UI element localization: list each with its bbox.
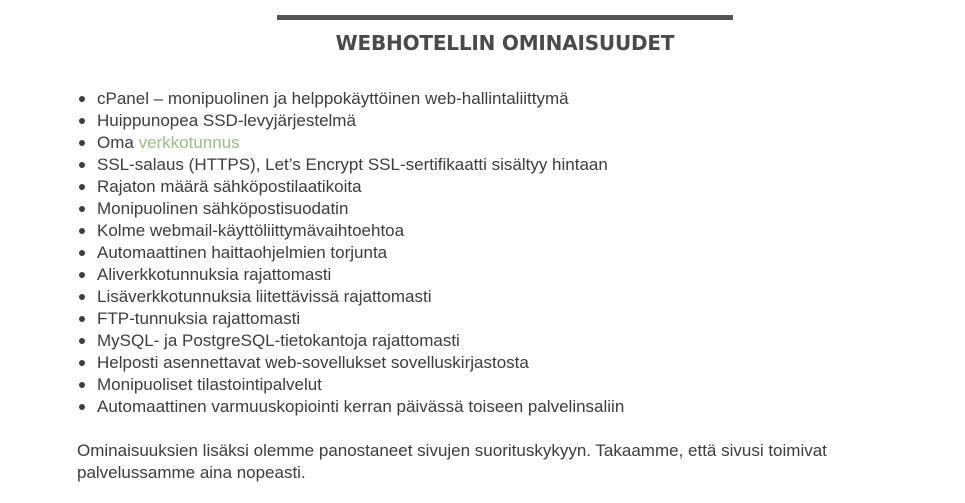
feature-item bbox=[77, 396, 624, 418]
feature-item bbox=[77, 132, 624, 154]
feature-text: FTP-tunnuksia rajattomasti bbox=[97, 309, 301, 328]
feature-item bbox=[77, 220, 624, 242]
feature-item bbox=[77, 88, 624, 110]
feature-item bbox=[77, 242, 624, 264]
feature-text: Monipuolinen sähköpostisuodatin bbox=[97, 199, 349, 218]
feature-list bbox=[77, 88, 624, 418]
bullet-icon bbox=[79, 250, 85, 256]
feature-text: Rajaton määrä sähköpostilaatikoita bbox=[97, 177, 362, 196]
feature-text: cPanel – monipuolinen ja helppokäyttöinen web-hallintaliittymä bbox=[97, 89, 569, 108]
bullet-icon bbox=[79, 118, 85, 124]
feature-text: Oma bbox=[97, 133, 139, 152]
feature-item bbox=[77, 198, 624, 220]
bullet-icon bbox=[79, 382, 85, 388]
feature-item bbox=[77, 374, 624, 396]
bullet-icon bbox=[79, 294, 85, 300]
domain-link[interactable]: verkkotunnus bbox=[138, 133, 240, 152]
feature-text: Aliverkkotunnuksia rajattomasti bbox=[97, 265, 332, 284]
feature-item bbox=[77, 352, 624, 374]
section-title: WEBHOTELLIN OMINAISUUDET bbox=[335, 31, 675, 55]
title-divider bbox=[277, 15, 733, 20]
feature-item bbox=[77, 286, 624, 308]
feature-item bbox=[77, 308, 624, 330]
feature-item bbox=[77, 330, 624, 352]
bullet-icon bbox=[79, 184, 85, 190]
feature-item bbox=[77, 264, 624, 286]
bullet-icon bbox=[79, 338, 85, 344]
feature-text: Automaattinen haittaohjelmien torjunta bbox=[97, 243, 388, 262]
feature-text: MySQL- ja PostgreSQL-tietokantoja rajattomasti bbox=[97, 331, 460, 350]
bullet-icon bbox=[79, 206, 85, 212]
feature-text: SSL-salaus (HTTPS), Let’s Encrypt SSL-sertifikaatti sisältyy hintaan bbox=[97, 155, 608, 174]
bullet-icon bbox=[79, 96, 85, 102]
bullet-icon bbox=[79, 140, 85, 146]
feature-item bbox=[77, 110, 624, 132]
feature-text: Lisäverkkotunnuksia liitettävissä rajattomasti bbox=[97, 287, 432, 306]
feature-text: Helposti asennettavat web-sovellukset sovelluskirjastosta bbox=[97, 353, 529, 372]
feature-item bbox=[77, 176, 624, 198]
bullet-icon bbox=[79, 404, 85, 410]
bullet-icon bbox=[79, 360, 85, 366]
bullet-icon bbox=[79, 272, 85, 278]
feature-text: Kolme webmail-käyttöliittymävaihtoehtoa bbox=[97, 221, 405, 240]
feature-text: Huippunopea SSD-levyjärjestelmä bbox=[97, 111, 356, 130]
bullet-icon bbox=[79, 316, 85, 322]
bullet-icon bbox=[79, 228, 85, 234]
feature-item bbox=[77, 154, 624, 176]
bullet-icon bbox=[79, 162, 85, 168]
feature-text: Monipuoliset tilastointipalvelut bbox=[97, 375, 322, 394]
intro-paragraph: Ominaisuuksien lisäksi olemme panostaneet sivujen suorituskykyyn. Takaamme, että sivusi toimivat palvelussamme aina nopeasti. bbox=[77, 441, 827, 482]
feature-text: Automaattinen varmuuskopiointi kerran päivässä toiseen palvelinsaliin bbox=[97, 397, 625, 416]
